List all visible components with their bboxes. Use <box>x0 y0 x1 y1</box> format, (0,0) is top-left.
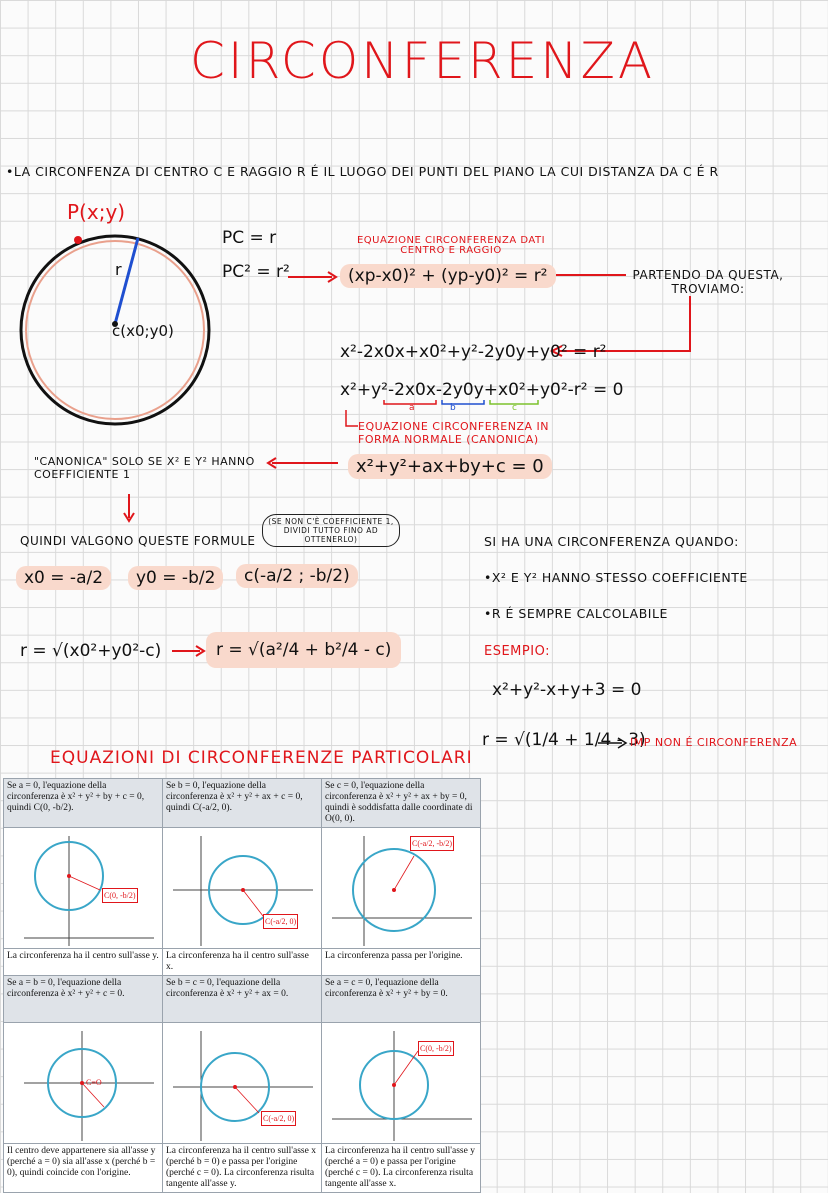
result-arrow-icon <box>598 736 628 750</box>
case-bc0-figure <box>163 1023 322 1144</box>
center-label: c(x0;y0) <box>112 322 174 340</box>
example-radius: r = √(1/4 + 1/4 - 3) <box>482 730 646 750</box>
canonica-note: "CANONICA" SOLO SE X² E Y² HANNO COEFFICIENTE 1 <box>34 455 255 481</box>
formula-radius-1: r = √(x0²+y0²-c) <box>20 641 162 661</box>
center-label: C(0, -b/2) <box>102 888 138 903</box>
case-ac0-header: Se a = c = 0, l'equazione della circonferenza è x² + y² + by = 0. <box>322 976 481 1023</box>
formula-y0: y0 = -b/2 <box>128 566 223 590</box>
condition-2: •R É SEMPRE CALCOLABILE <box>484 606 668 621</box>
case-c0-caption: La circonferenza passa per l'origine. <box>322 949 481 976</box>
case-bc0-header: Se b = c = 0, l'equazione della circonferenza è x² + y² + ax = 0. <box>163 976 322 1023</box>
pc-equation-1: PC = r <box>222 228 277 248</box>
partendo-text: PARTENDO DA QUESTA, TROVIAMO: <box>632 268 784 296</box>
case-b0-header: Se b = 0, l'equazione della circonferenza è x² + y² + ax + c = 0, quindi C(-a/2, 0). <box>163 779 322 828</box>
case-ab0-header: Se a = b = 0, l'equazione della circonferenza è x² + y² + c = 0. <box>4 976 163 1023</box>
center-label: C(-a/2, 0) <box>263 914 298 929</box>
case-ac0-caption: La circonferenza ha il centro sull'asse y (perché a = 0) e passa per l'origine (perché c = 0). La circonferenza risulta tangente all'asse x. <box>322 1144 481 1193</box>
given-equation-label: EQUAZIONE CIRCONFERENZA DATI CENTRO E RAGGIO <box>356 235 546 256</box>
coefficient-brackets <box>382 398 542 408</box>
center-label: C≡O <box>86 1078 102 1087</box>
radius-label: r <box>115 260 122 279</box>
formula-radius-2: r = √(a²/4 + b²/4 - c) <box>206 632 401 668</box>
page-title: CIRCONFERENZA <box>190 32 656 90</box>
coef-c-label: c <box>512 403 517 413</box>
case-ac0-figure <box>322 1023 481 1144</box>
center-label: C(-a/2, -b/2) <box>410 836 454 851</box>
example-heading: ESEMPIO: <box>484 644 550 659</box>
section-title: EQUAZIONI DI CIRCONFERENZE PARTICOLARI <box>50 748 473 768</box>
case-ab0-figure <box>4 1023 163 1144</box>
formula-center: c(-a/2 ; -b/2) <box>236 564 358 588</box>
formula-x0: x0 = -a/2 <box>16 566 111 590</box>
case-b0-caption: La circonferenza ha il centro sull'asse x. <box>163 949 322 976</box>
example-equation: x²+y²-x+y+3 = 0 <box>492 680 642 700</box>
normal-form-label: EQUAZIONE CIRCONFERENZA IN FORMA NORMALE (CANONICA) <box>358 420 550 446</box>
coef-b-label: b <box>450 403 456 413</box>
case-ab0-caption: Il centro deve appartenere sia all'asse y (perché a = 0) sia all'asse x (perché b = 0), quindi coincide con l'origine. <box>4 1144 163 1193</box>
quindi-text: QUINDI VALGONO QUESTE FORMULE <box>20 534 256 548</box>
point-p <box>74 236 82 244</box>
coefficient-note: (SE NON C'È COEFFICIENTE 1, DIVIDI TUTTO FINO AD OTTENERLO) <box>262 514 400 547</box>
center-label: C(0, -b/2) <box>418 1041 454 1056</box>
down-arrow-icon <box>122 494 136 524</box>
given-equation: (xp-x0)² + (yp-y0)² = r² <box>340 264 556 288</box>
pc-equation-2: PC² = r² <box>222 262 290 282</box>
rearranged-equation: x²+y²-2x0x-2y0y+x0²+y0²-r² = 0 <box>340 380 624 400</box>
case-c0-header: Se c = 0, l'equazione della circonferenza è x² + y² + ax + by = 0, quindi è soddisfatta dalle coordinate di O(0, 0). <box>322 779 481 828</box>
coef-a-label: a <box>409 403 415 413</box>
case-c0-figure <box>322 828 481 949</box>
condition-heading: SI HA UNA CIRCONFERENZA QUANDO: <box>484 534 739 549</box>
line-icon <box>556 272 626 278</box>
left-arrow-icon <box>266 456 338 470</box>
case-a0-header: Se a = 0, l'equazione della circonferenza è x² + y² + by + c = 0, quindi C(0, -b/2). <box>4 779 163 828</box>
impossible-note: IMP NON É CIRCONFERENZA <box>630 736 798 749</box>
case-b0-figure <box>163 828 322 949</box>
case-a0-figure <box>4 828 163 949</box>
point-p-label: P(x;y) <box>67 200 126 224</box>
condition-1: •X² E Y² HANNO STESSO COEFFICIENTE <box>484 570 748 585</box>
arrow-icon <box>288 270 338 284</box>
case-a0-caption: La circonferenza ha il centro sull'asse y. <box>4 949 163 976</box>
definition-text: •LA CIRCONFENZA DI CENTRO C E RAGGIO R É IL LUOGO DEI PUNTI DEL PIANO LA CUI DISTANZA DA C É R <box>6 164 719 179</box>
case-bc0-caption: La circonferenza ha il centro sull'asse x (perché b = 0) e passa per l'origine (perché c = 0). La circonferenza risulta tangente all'asse y. <box>163 1144 322 1193</box>
canonical-equation: x²+y²+ax+by+c = 0 <box>348 454 552 479</box>
expanded-equation: x²-2x0x+x0²+y²-2y0y+y0² = r² <box>340 342 607 362</box>
right-arrow-icon <box>172 644 206 658</box>
center-label: C(-a/2, 0) <box>261 1111 296 1126</box>
radius-line <box>115 238 138 324</box>
special-cases-table <box>3 778 481 1193</box>
